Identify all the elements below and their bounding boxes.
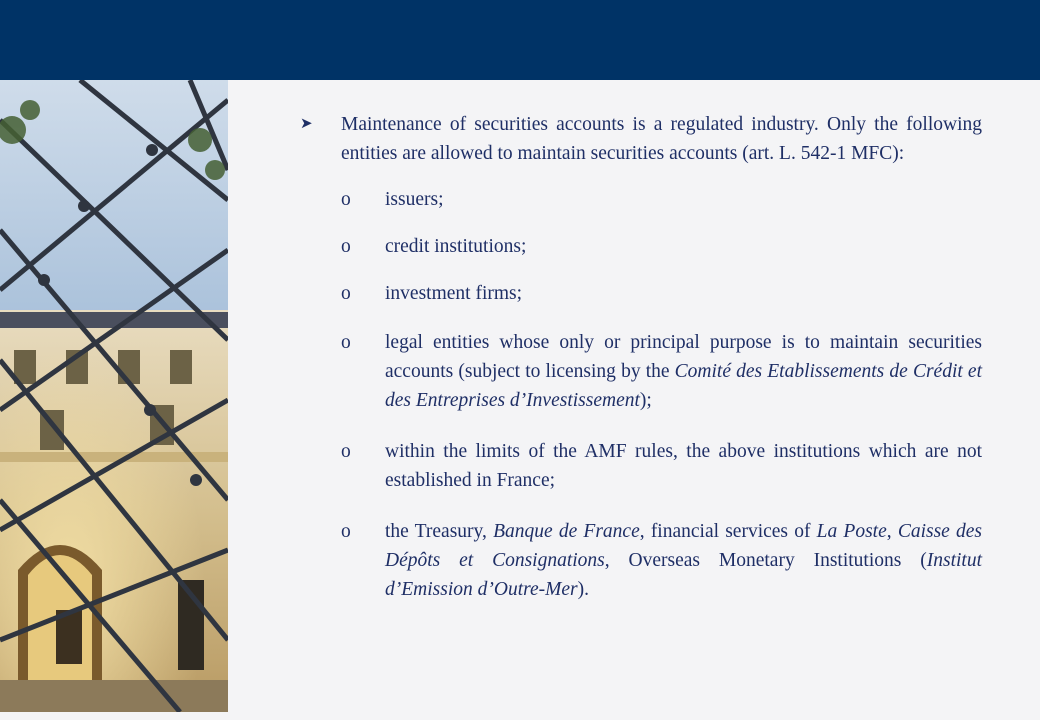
text-run: , Overseas Monetary Institutions ( xyxy=(604,550,927,571)
list-item-text: issuers; xyxy=(385,189,444,210)
text-run-italic: Banque de France xyxy=(493,521,640,542)
list-marker: o xyxy=(341,189,351,210)
list-item xyxy=(341,437,982,495)
text-run-italic: Comité des Etablissements de Crédit et des Entreprises d’Investissement xyxy=(385,361,982,411)
text-run: ); xyxy=(639,390,652,411)
arrow-bullet-icon: ➤ xyxy=(300,116,313,132)
main-bullet xyxy=(300,110,982,168)
text-run: the Treasury, xyxy=(385,521,494,542)
list-item xyxy=(341,328,982,415)
main-bullet-text: Maintenance of securities accounts is a regulated industry. Only the following entities are allowed to maintain securities accounts (art. L. 542-1 MFC): xyxy=(341,114,982,164)
list-marker: o xyxy=(341,441,351,462)
text-run: legal entities whose only or principal purpose is to maintain securities accounts (subject to licensing by the xyxy=(385,332,982,382)
list-item xyxy=(341,517,982,604)
list-item-text: investment firms; xyxy=(385,283,523,304)
list-marker: o xyxy=(341,521,351,542)
text-run-italic: Caisse des Dépôts et Consignations xyxy=(385,521,982,571)
list-item-text: credit institutions; xyxy=(385,236,527,257)
text-run: , xyxy=(886,521,898,542)
list-item xyxy=(341,279,982,308)
header-bar xyxy=(0,0,1040,80)
list-item xyxy=(341,232,982,261)
building-photo xyxy=(0,80,228,712)
text-run-italic: La Poste xyxy=(816,521,887,542)
list-item-text xyxy=(385,328,982,415)
text-run-italic: Institut d’Emission d’Outre-Mer xyxy=(385,550,982,600)
list-marker: o xyxy=(341,283,351,304)
slide-content xyxy=(300,110,982,604)
glass-roof-courtyard-image xyxy=(0,80,228,712)
list-marker: o xyxy=(341,236,351,257)
list-item-text: within the limits of the AMF rules, the above institutions which are not established in France; xyxy=(385,441,982,491)
text-run: , financial services of xyxy=(639,521,817,542)
list-item-text xyxy=(385,517,982,604)
list-item xyxy=(341,185,982,214)
text-run: ). xyxy=(577,579,589,600)
list-marker: o xyxy=(341,332,351,353)
